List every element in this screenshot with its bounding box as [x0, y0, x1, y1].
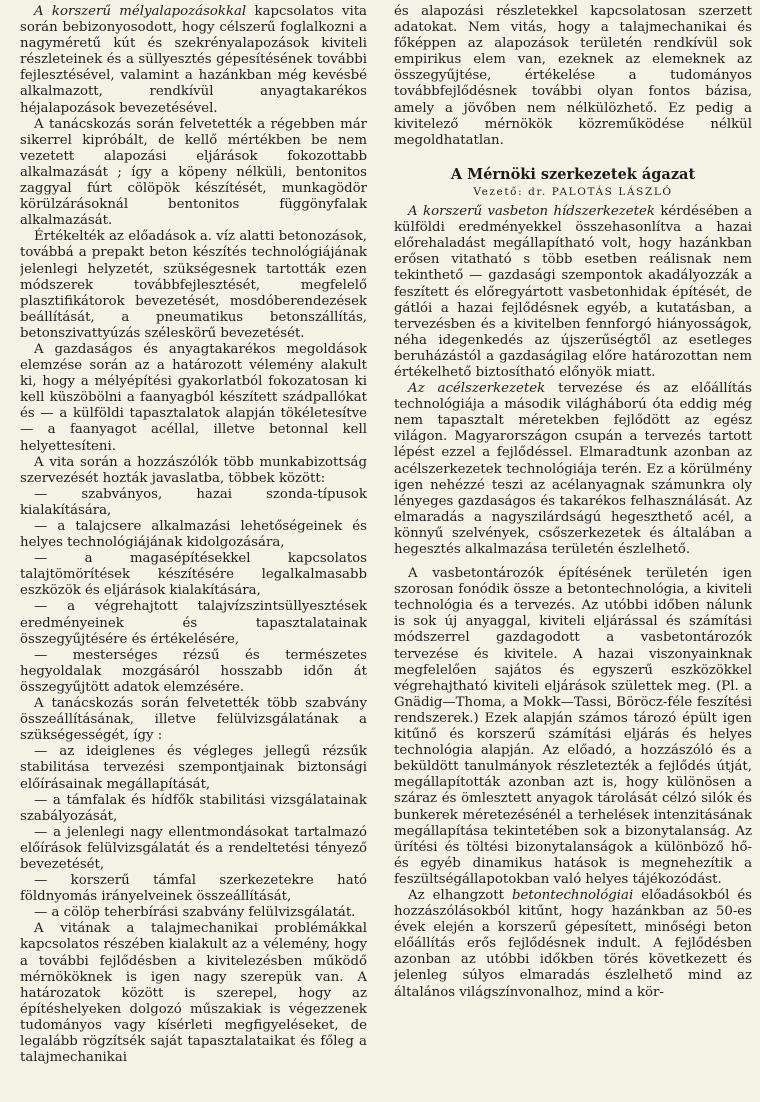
list-item: — a támfalak és hídfők stabilitási vizsgálatainak szabályozását,: [20, 792, 367, 824]
list-item: — a végrehajtott talajvízszintsüllyesztések eredményeinek és tapasztalatainak összegyűjtésére és értékelésére,: [20, 599, 367, 647]
list-item: — korszerű támfal szerkezetekre ható földnyomás irányelveinek összeállítását,: [20, 873, 367, 905]
paragraph: A tanácskozás során felvetették több szabvány összeállításának, illetve felülvizsgálatának a szükségességét, így :: [20, 696, 367, 744]
right-column: [394, 4, 752, 1102]
emphasis-text: A korszerű vasbeton hídszerkezetek: [408, 204, 655, 220]
section-leader: Vezető: dr. PALOTÁS LÁSZLÓ: [473, 185, 673, 198]
paragraph: A vitának a talajmechanikai problémákkal kapcsolatos részében kialakult az a vélemény, hogy a további fejlődésben a kivitelezésben működő mérnököknek is igen nagy szerepük van. A határozatok között is szerepel, hogy az építéshelyeken dolgozó műszakiak is végezzenek tudományos vagy kísérleti megfigyeléseket, de legalább rögzítsék saját tapasztalataikat és főleg a talajmechanikai: [20, 921, 367, 1066]
paragraph: A korszerű vasbeton hídszerkezetek kérdésében a külföldi eredményekkel összehasonlítva a hazai előrehaladást megállapítható volt, hogy hazánkban erősen vitatható s több esetben reálisnak nem tekinthető — gazdasági szempontok akadályozzák a feszített és előregyártott vasbetonhidak építését, de gátlói a hazai fejlődésnek egyéb, a kutatásban, a tervezésben és a kivitelben fennforgó hiányosságok, néha idegenkedés az újszerűségtől az esetleges beruházástól a gazdaságilag előre határozottan nem értékelhető biztosítható előnyök miatt.: [394, 204, 752, 380]
emphasis-text: A korszerű mélyalapozásokkal: [34, 4, 247, 19]
paragraph: A korszerű mélyalapozásokkal kapcsolatos vita során bebizonyosodott, hogy célszerű foglalkozni a nagyméretű kút és szekrényalapozások kiviteli részleteinek és a süllyesztés gépesítésének további fejlesztésével, valamint a hazánkban még kevésbé alkalmazott, rendkívül anyagtakarékos héjalapozások bevezetésével.: [20, 4, 367, 116]
emphasis-text: betontechnológiai: [511, 887, 634, 903]
list-item: — a magasépítésekkel kapcsolatos talajtömörítések készítésére legalkalmasabb eszközök és eljárások kialakítására,: [20, 551, 367, 599]
paragraph: A gazdaságos és anyagtakarékos megoldások elemzése során az a határozott vélemény alakult ki, hogy a mélyépítési gyakorlatból fokozatosan ki kell küszöbölni a faanyagból készített szádpallókat és — a külföldi tapasztalatok alapján tökéletesítve — a faanyagot acéllal, illetve betonnal kell helyettesíteni.: [20, 341, 367, 454]
list-item: — a talajcsere alkalmazási lehetőségeinek és helyes technológiájának kidolgozására,: [20, 519, 367, 551]
paragraph-continued: és alapozási részletekkel kapcsolatosan szerzett adatokat. Nem vitás, hogy a talajmechanikai és főképpen az alapozások területén rendkívül sok empirikus elem van, ezeknek az elemeknek az összegyűjtése, értékelése a tudományos továbbfejlődésnek további olyan fontos bázisa, amely a jövőben nem nélkülözhető. Ez pedig a kivitelező mérnökök közreműködése nélkül megoldhatatlan.: [394, 4, 752, 148]
paragraph: Az elhangzott betontechnológiai előadásokból és hozzászólásokból kitűnt, hogy hazánkban az 50-es évek elején a korszerű gépesített, minőségi beton előállítás erős fejlődésnek indult. A fejlődésben azonban az utóbbi időkben törés következett és jelenleg súlyos elmaradás észlelhető mind az általános világszínvonalhoz, mind a kör-: [394, 887, 752, 1000]
list-item: — mesterséges rézsű és természetes hegyoldalak mozgásáról hosszabb időn át összegyűjtött adatok elemzésére.: [20, 647, 367, 695]
paragraph: Értékelték az előadások a. víz alatti betonozások, továbbá a prepakt beton készítés technológiájának jelenlegi helyzetét, szükségesnek tartották ezen módszerek továbbfejlesztését, megfelelő plasztifikátorok bevezetését, mosdóberendezések beállítását, a pneumatikus betonszállítás, betonszivattyúzás széleskörű bevezetését.: [20, 229, 367, 341]
paragraph: A vasbetontározók építésének területén igen szorosan fonódik össze a betontechnológia, a kiviteli technológia és a tervezés. Az utóbbi időben nálunk is sok új anyaggal, kiviteli eljárással és számítási módszerrel gazdagodott a vasbetontározók tervezése és kivitele. A hazai viszonyainknak megfelelően sajátos és egyszerű eszközökkel végrehajtható kiviteli eljárások születtek meg. (Pl. a Gnädig—Thoma, a Mokk—Tassi, Böröcz-féle feszítési rendszerek.) Ezek alapján számos tározó épült igen kitűnő és korszerű számítási eljárás és helyes technológia alapján. Az előadó, a hozzászóló és a beküldött tanulmányok részletezték a fejlődés útját, megállapították azonban azt is, hogy különösen a száraz és ömlesztett anyagok tárolását célzó silók és bunkerek méretezésénél a terhelések intenzitásának megállapítása tekintetében sok a bizonytalanság. Az ürítési és töltési bizonytalanságok a különböző hő- és egyéb dinamikus hatások is megnehezítik a feszültségállapotokban való helyes tájékozódást.: [394, 566, 752, 887]
list-item: — szabványos, hazai szonda-típusok kialakítására,: [20, 486, 367, 518]
paragraph: A vita során a hozzászólók több munkabizottság szervezését hozták javaslatba, többek között:: [20, 454, 367, 486]
section-title: A Mérnöki szerkezetek ágazat: [450, 165, 696, 183]
list-item: — a jelenlegi nagy ellentmondásokat tartalmazó előírások felülvizsgálatát és a rendeltetési tényező bevezetését,: [20, 824, 367, 872]
left-column: [20, 4, 367, 1102]
paragraph: Az acélszerkezetek tervezése és az előállítás technológiája a második világháború óta eddig még nem tapasztalt méretekben fejlődött az egész világon. Magyarországon csupán a tervezés tartott lépést ezzel a fejlődéssel. Elmaradtunk azonban az acélszerkezetek technológiája terén. Ez a körülmény igen nehézzé teszi az acélanyagnak számunkra oly lényeges gazdaságos és takarékos felhasználását. Az elmaradás a nagyszilárdságú hegeszthető acél, a könnyű szelvények, csőszerkezetek és általában a hegesztés alkalmazása területén észlelhető.: [394, 381, 752, 557]
emphasis-text: Az acélszerkezetek: [408, 381, 546, 397]
list-item: — az ideiglenes és végleges jellegű rézsűk stabilitása tervezési szempontjainak biztonsági előírásainak megállapítását,: [20, 744, 367, 792]
list-item: — a cölöp teherbírási szabvány felülvizsgálatát.: [34, 905, 356, 921]
paragraph: A tanácskozás során felvetették a régebben már sikerrel kipróbált, de kellő mértékben be nem vezetett alapozási eljárások fokozottabb alkalmazását ; így a köpeny nélküli, bentonitos zaggyal fúrt cölöpök készítését, munkagödör körülzárásoknál bentonitos függönyfalak alkalmazását.: [20, 116, 367, 229]
